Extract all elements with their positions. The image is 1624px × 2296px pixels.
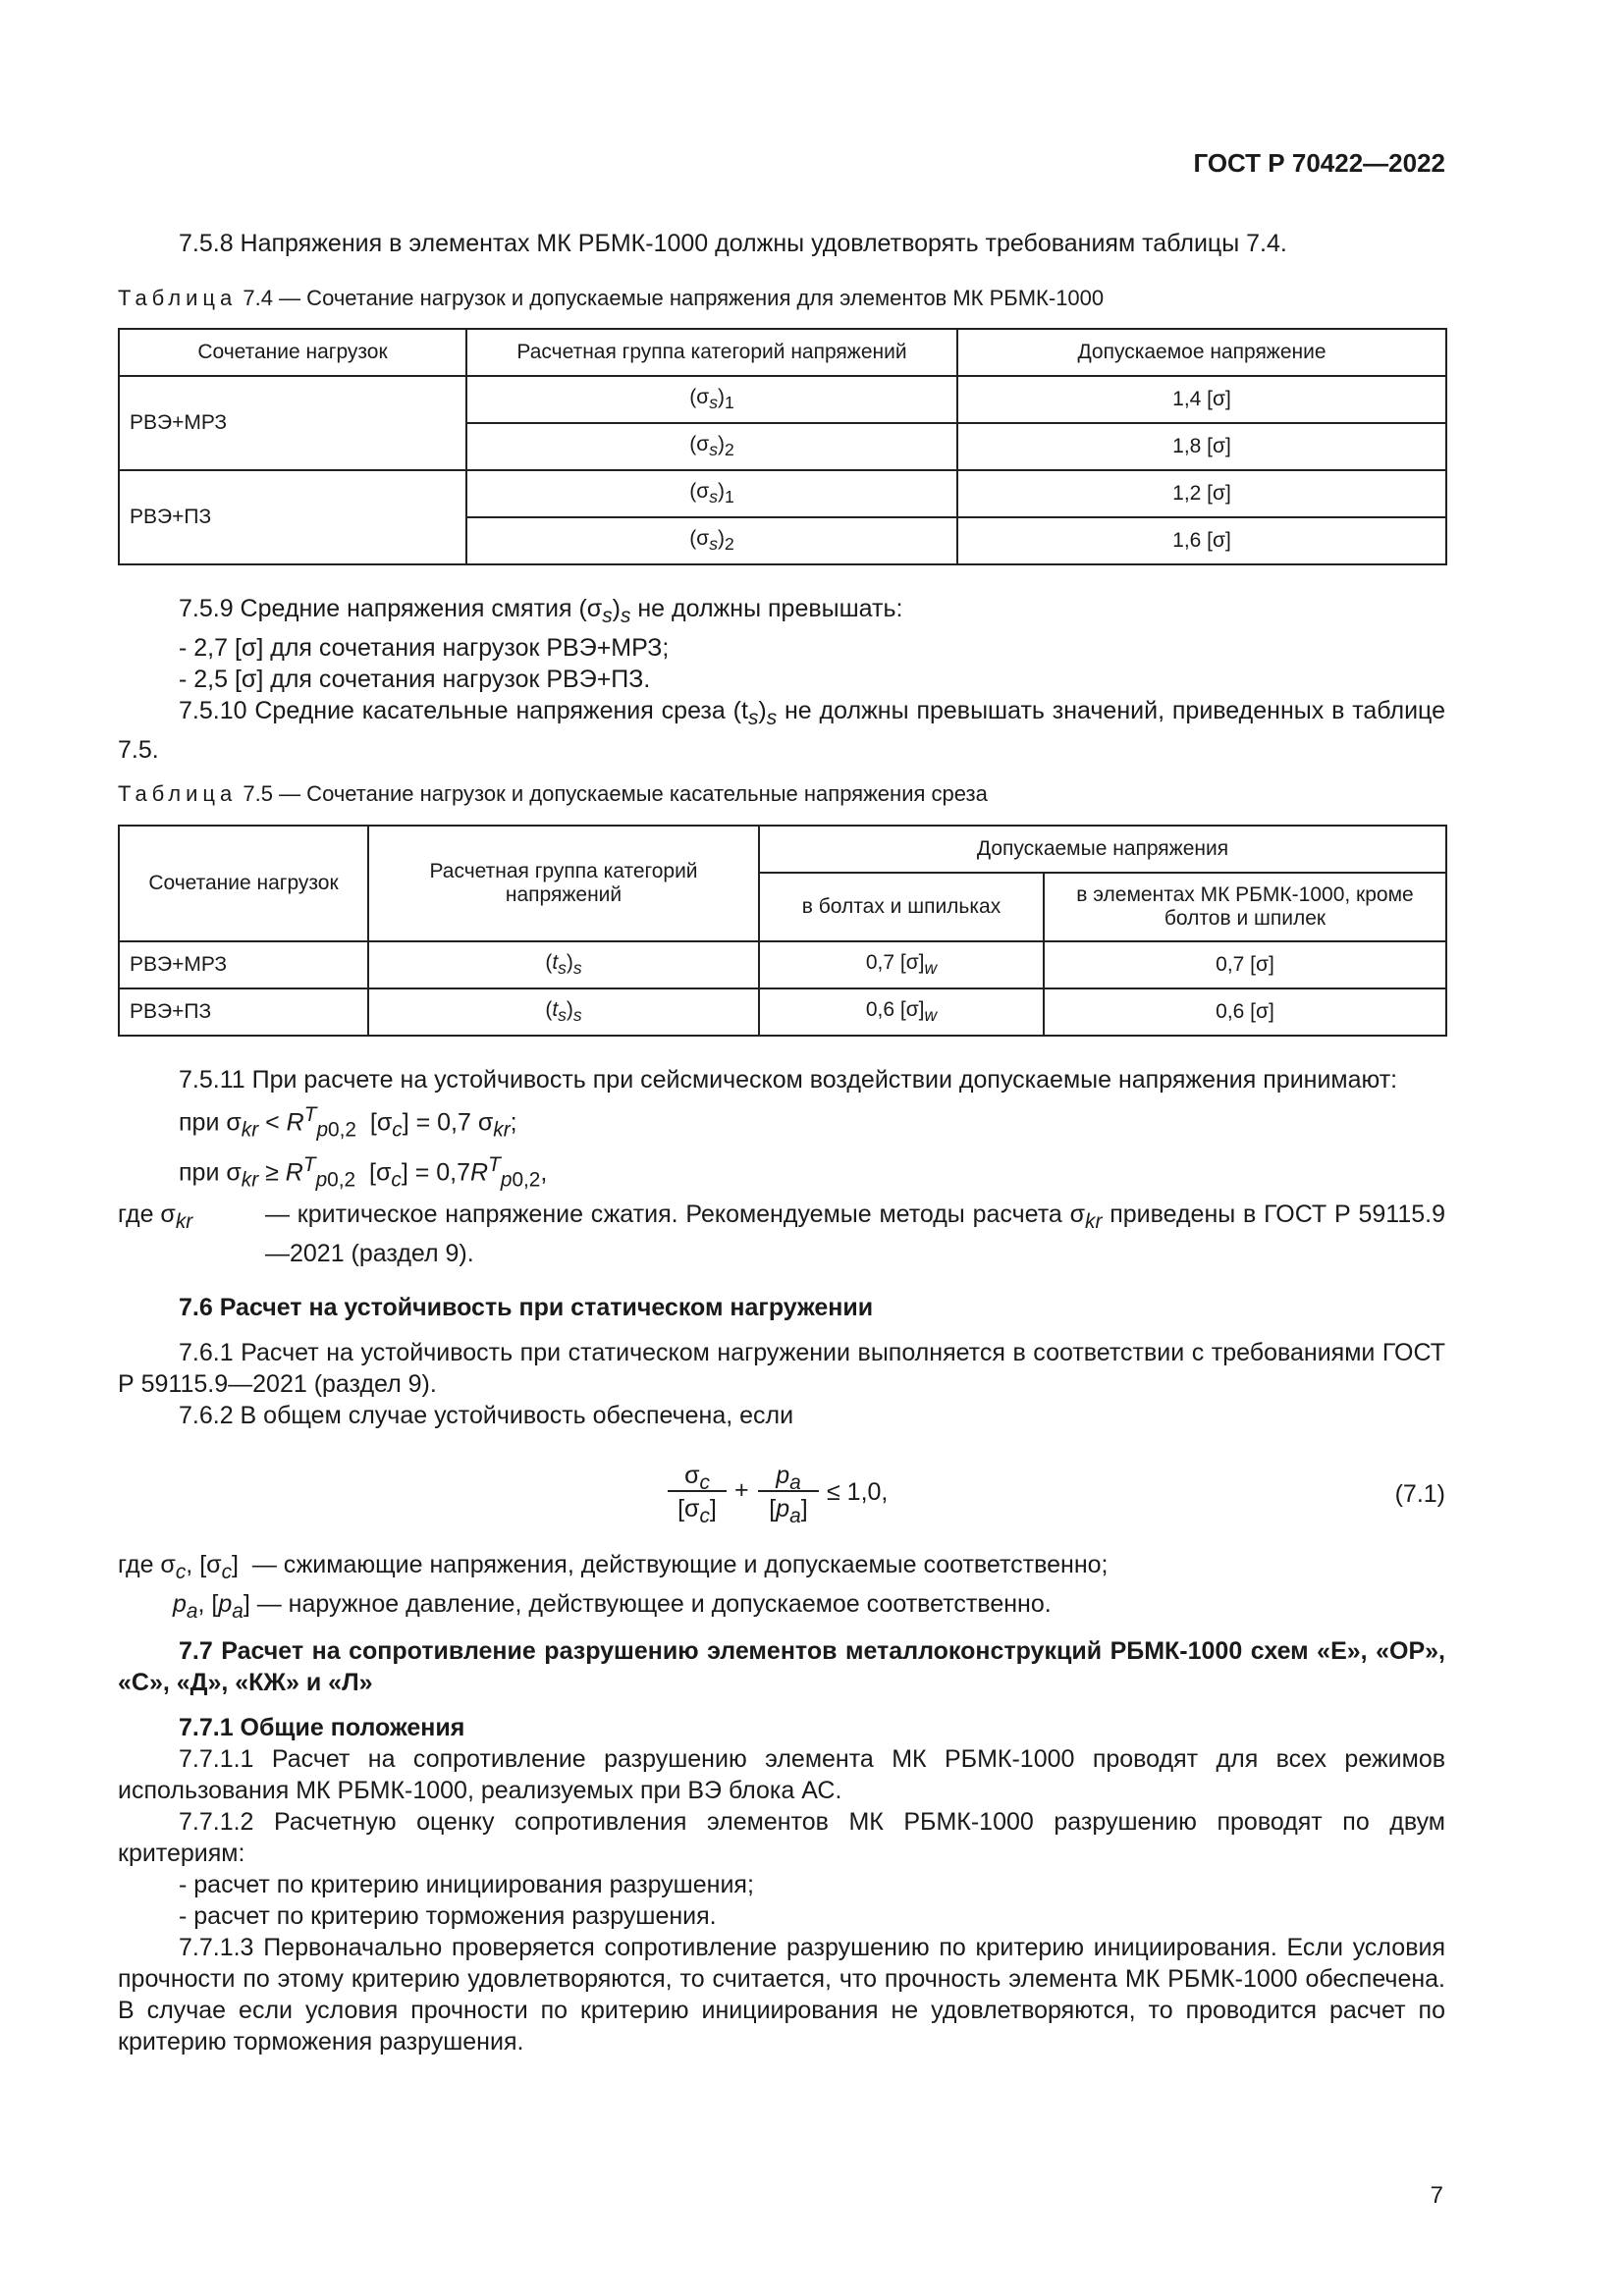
- paragraph-line: - 2,7 [σ] для сочетания нагрузок РВЭ+МРЗ;: [179, 634, 670, 662]
- caption-text: 7.4 — Сочетание нагрузок и допускаемые напряжения для элементов МК РБМК-1000: [237, 286, 1105, 310]
- formula-7-1: [668, 1461, 923, 1529]
- header-group: Расчетная группа категорий напряжений: [368, 826, 759, 941]
- paragraph-7-5-9: [118, 593, 1445, 766]
- section-heading: 7.6 Расчет на устойчивость при статическом нагружении: [179, 1294, 874, 1321]
- cell-elements: 0,6 [σ]: [1044, 988, 1446, 1036]
- caption-text: 7.5 — Сочетание нагрузок и допускаемые касательные напряжения среза: [237, 781, 988, 806]
- numerator: $\sigma_c$: [684, 1462, 710, 1494]
- table-7-5-caption: [118, 780, 988, 808]
- page-number: 7: [1430, 2182, 1443, 2209]
- table-row: [119, 376, 1446, 423]
- where-line-2: $p_a$, $[p_a]$ — наружное давление, действующее и допускаемое соответственно.: [173, 1590, 1052, 1623]
- cell-group: $(t_s)_s$: [368, 941, 759, 988]
- fraction-2: [758, 1461, 819, 1525]
- paragraph-7-5-11: [118, 1064, 1445, 1269]
- cell-group: $(\sigma_s)_2$: [466, 517, 957, 564]
- subsection-heading: 7.7.1 Общие положения: [179, 1714, 465, 1741]
- cell-combo: РВЭ+МРЗ: [119, 941, 368, 988]
- condition-2: при $\sigma_{kr} \ge R^T_{p0,2}$ $[\sigma_c] = 0,7R^T_{p0,2}$,: [179, 1153, 548, 1192]
- table-row: [119, 941, 1446, 988]
- cell-group: $(\sigma_s)_1$: [466, 376, 957, 423]
- cell-allow: 1,8 [σ]: [957, 423, 1446, 470]
- paragraph-7-6-1: 7.6.1 Расчет на устойчивость при статическом нагружении выполняется в соответствии с требованиями ГОСТ Р 59115.9—2021 (раздел 9).: [118, 1339, 1445, 1398]
- cell-allow: 1,6 [σ]: [957, 517, 1446, 564]
- formula-explanation: [118, 1549, 1445, 1628]
- paragraph-7-5-10: 7.5.10 Средние касательные напряжения среза $(t_s)_s$ не должны превышать значений, приведенных в таблице 7.5.: [118, 697, 1445, 764]
- section-heading: 7.7 Расчет на сопротивление разрушению элементов металлоконструкций РБМК-1000 схем «Е», «ОР», «С», «Д», «КЖ» и «Л»: [118, 1637, 1445, 1696]
- cell-group: $(\sigma_s)_2$: [466, 423, 957, 470]
- plus-sign: +: [734, 1476, 749, 1504]
- formula-tail: ≤ 1,0,: [827, 1478, 889, 1506]
- paragraph-7-5-8: [118, 228, 1445, 259]
- paragraph-line: - 2,5 [σ] для сочетания нагрузок РВЭ+ПЗ.: [179, 666, 651, 693]
- cell-allow: 1,4 [σ]: [957, 376, 1446, 423]
- where-label: где $\sigma_{kr}$: [118, 1200, 193, 1233]
- paragraph-text: 7.5.8 Напряжения в элементах МК РБМК-1000 должны удовлетворять требованиям таблицы 7.4.: [179, 230, 1287, 257]
- table-row: [119, 470, 1446, 517]
- header-allowed: Допускаемое напряжение: [957, 329, 1446, 376]
- header-combo: Сочетание нагрузок: [119, 329, 466, 376]
- paragraph-line: 7.5.9 Средние напряжения смятия $(\sigma_s)_s$ не должны превышать:: [179, 595, 903, 627]
- table-header-row: [119, 826, 1446, 873]
- where-line-1: где $\sigma_c$, $[\sigma_c]$ — сжимающие напряжения, действующие и допускаемые соответственно;: [118, 1551, 1109, 1583]
- header-combo: Сочетание нагрузок: [119, 826, 368, 941]
- cell-combo: РВЭ+ПЗ: [119, 470, 466, 564]
- table-row: [119, 988, 1446, 1036]
- section-7-7: [118, 1635, 1445, 2057]
- denominator: $[\sigma_c]$: [677, 1495, 717, 1527]
- denominator: $[p_a]$: [769, 1495, 808, 1527]
- header-group: Расчетная группа категорий напряжений: [466, 329, 957, 376]
- condition-1: при $\sigma_{kr} < R^T_{p0,2}$ $[\sigma_c] = 0,7$ $\sigma_{kr}$;: [179, 1103, 517, 1142]
- numerator: $p_a$: [776, 1462, 801, 1494]
- caption-word: Таблица: [118, 781, 238, 806]
- cell-bolts: 0,7 $[\sigma]_w$: [759, 941, 1044, 988]
- header-elements: в элементах МК РБМК-1000, кроме болтов и шпилек: [1044, 873, 1446, 941]
- fraction-1: [668, 1461, 727, 1525]
- section-7-6: [118, 1292, 1445, 1431]
- table-7-4-caption: [118, 285, 1104, 312]
- paragraph-7-7-1-2: 7.7.1.2 Расчетную оценку сопротивления элементов МК РБМК-1000 разрушению проводят по двум критериям:: [118, 1808, 1445, 1867]
- list-item: - расчет по критерию торможения разрушения.: [179, 1902, 717, 1930]
- cell-group: $(t_s)_s$: [368, 988, 759, 1036]
- paragraph-text: 7.5.11 При расчете на устойчивость при сейсмическом воздействии допускаемые напряжения принимают:: [179, 1066, 1398, 1094]
- cell-group: $(\sigma_s)_1$: [466, 470, 957, 517]
- table-7-5: [118, 825, 1447, 1037]
- paragraph-7-7-1-3: 7.7.1.3 Первоначально проверяется сопротивление разрушению по критерию инициирования. Если условия прочности по этому критерию удовлетворяются, то считается, что прочность элемента МК РБМК-1000 обеспечена. В случае если условия прочности по критерию инициирования не удовлетворяются, то проводится расчет по критерию торможения разрушения.: [118, 1934, 1445, 2056]
- header-bolts: в болтах и шпильках: [759, 873, 1044, 941]
- paragraph-7-6-2: 7.6.2 В общем случае устойчивость обеспечена, если: [179, 1402, 794, 1429]
- table-header-row: [119, 329, 1446, 376]
- cell-allow: 1,2 [σ]: [957, 470, 1446, 517]
- document-id: ГОСТ Р 70422—2022: [1193, 148, 1445, 178]
- cell-bolts: 0,6 $[\sigma]_w$: [759, 988, 1044, 1036]
- cell-combo: РВЭ+ПЗ: [119, 988, 368, 1036]
- paragraph-7-7-1-1: 7.7.1.1 Расчет на сопротивление разрушению элемента МК РБМК-1000 проводят для всех режимов использования МК РБМК-1000, реализуемых при ВЭ блока АС.: [118, 1745, 1445, 1804]
- header-allowed: Допускаемые напряжения: [759, 826, 1446, 873]
- table-7-4: [118, 328, 1447, 565]
- list-item: - расчет по критерию инициирования разрушения;: [179, 1871, 754, 1898]
- where-clause: [118, 1199, 1445, 1269]
- cell-combo: РВЭ+МРЗ: [119, 376, 466, 470]
- cell-elements: 0,7 [σ]: [1044, 941, 1446, 988]
- equation-number: (7.1): [1394, 1480, 1445, 1508]
- caption-word: Таблица: [118, 286, 238, 310]
- where-text: — критическое напряжение сжатия. Рекомендуемые методы расчета $\sigma_{kr}$ приведены в ГОСТ Р 59115.9—2021 (раздел 9).: [265, 1200, 1445, 1267]
